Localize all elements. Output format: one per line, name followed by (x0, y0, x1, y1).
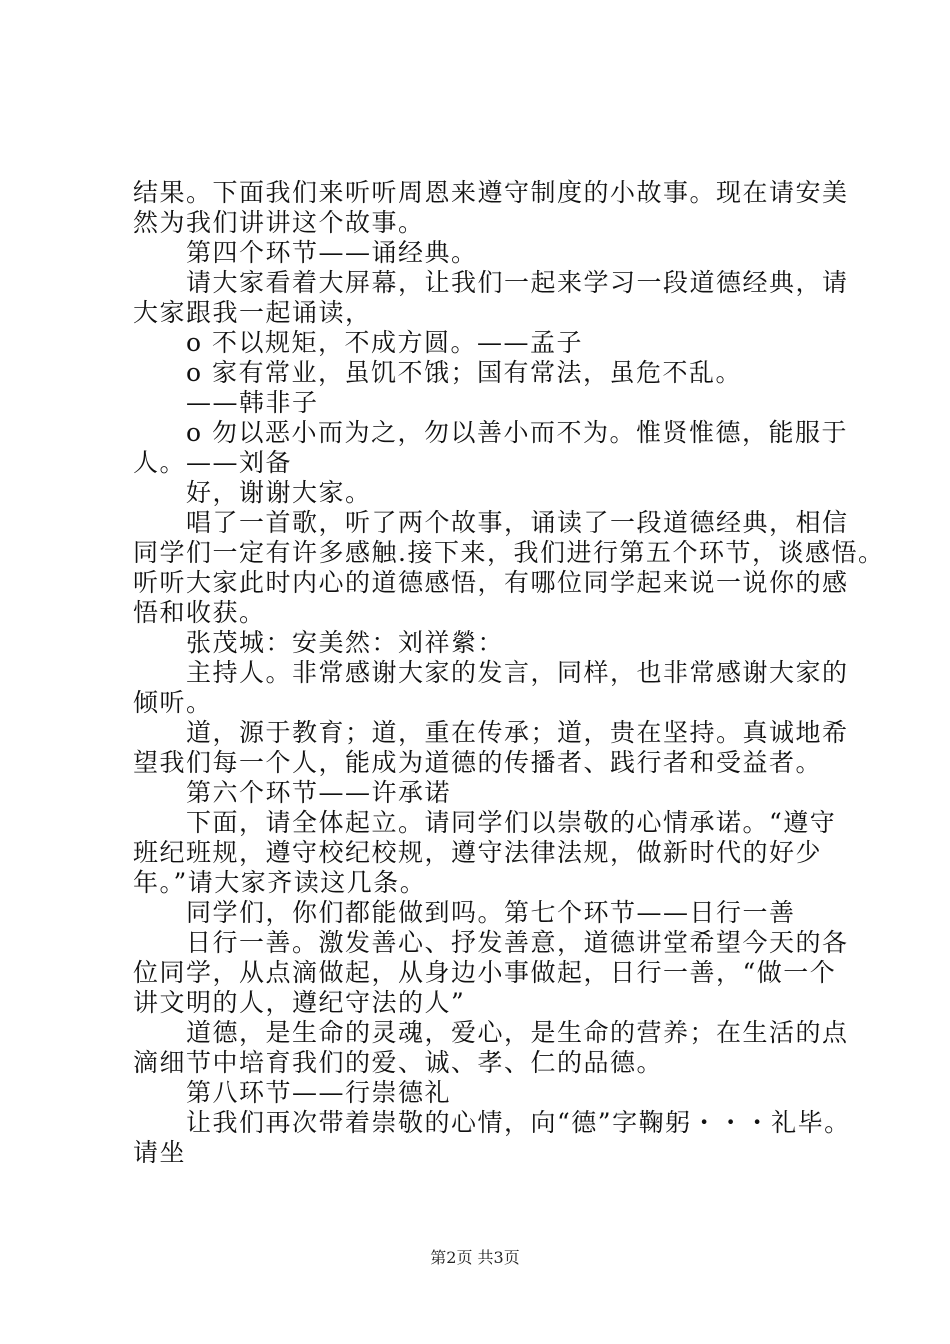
text-line: 道，源于教育；道，重在传承；道，贵在坚持。真诚地希 (133, 718, 849, 747)
text-line: 然为我们讲讲这个故事。 (133, 208, 425, 237)
text-line: 听听大家此时内心的道德感悟，有哪位同学起来说一说你的感 (133, 568, 849, 597)
text-line: 同学们一定有许多感触.接下来，我们进行第五个环节，谈感悟。 (133, 538, 885, 567)
text-line: 大家跟我一起诵读， (133, 298, 372, 327)
text-line: 请大家看着大屏幕，让我们一起来学习一段道德经典，请 (133, 268, 849, 297)
text-line: 年。”请大家齐读这几条。 (133, 868, 427, 897)
quote-line: o 勿以恶小而为之，勿以善小而不为。惟贤惟德，能服于 (133, 418, 849, 447)
text-line: 张茂城：安美然：刘祥縈： (133, 628, 505, 657)
text-line: 悟和收获。 (133, 598, 266, 627)
section-heading: 第四个环节——诵经典。 (133, 238, 478, 267)
text-line: 请坐 (133, 1138, 187, 1167)
text-line: 下面，请全体起立。请同学们以崇敬的心情承诺。“遵守 (133, 808, 837, 837)
section-heading: 第六个环节——许承诺 (133, 778, 452, 807)
text-line: 让我们再次带着崇敬的心情，向“德”字鞠躬・・・礼毕。 (133, 1108, 851, 1137)
quote-line: o 不以规矩，不成方圆。——孟子 (133, 328, 583, 357)
text-line: 日行一善。激发善心、抒发善意，道德讲堂希望今天的各 (133, 928, 849, 957)
text-line: 唱了一首歌，听了两个故事，诵读了一段道德经典，相信 (133, 508, 849, 537)
section-heading: 第八环节——行崇德礼 (133, 1078, 452, 1107)
text-line: 好，谢谢大家。 (133, 478, 372, 507)
text-line: 倾听。 (133, 688, 213, 717)
text-line: 班纪班规，遵守校纪校规，遵守法律法规，做新时代的好少 (133, 838, 823, 867)
text-line: 道德，是生命的灵魂，爱心，是生命的营养；在生活的点 (133, 1018, 849, 1047)
text-line: 滴细节中培育我们的爱、诚、孝、仁的品德。 (133, 1048, 664, 1077)
quote-line: o 家有常业，虽饥不饿；国有常法，虽危不乱。 (133, 358, 743, 387)
text-line: 主持人。非常感谢大家的发言，同样，也非常感谢大家的 (133, 658, 849, 687)
text-line: 位同学，从点滴做起，从身边小事做起，日行一善，“做一个 (133, 958, 837, 987)
text-line: 结果。下面我们来听听周恩来遵守制度的小故事。现在请安美 (133, 178, 849, 207)
text-line: 望我们每一个人，能成为道德的传播者、践行者和受益者。 (133, 748, 823, 777)
quote-line: ——韩非子 (133, 388, 319, 417)
text-line: 讲文明的人，遵纪守法的人” (133, 988, 466, 1017)
quote-line: 人。——刘备 (133, 448, 293, 477)
page-number: 第2页 共3页 (430, 1248, 520, 1267)
text-line: 同学们，你们都能做到吗。第七个环节——日行一善 (133, 898, 796, 927)
